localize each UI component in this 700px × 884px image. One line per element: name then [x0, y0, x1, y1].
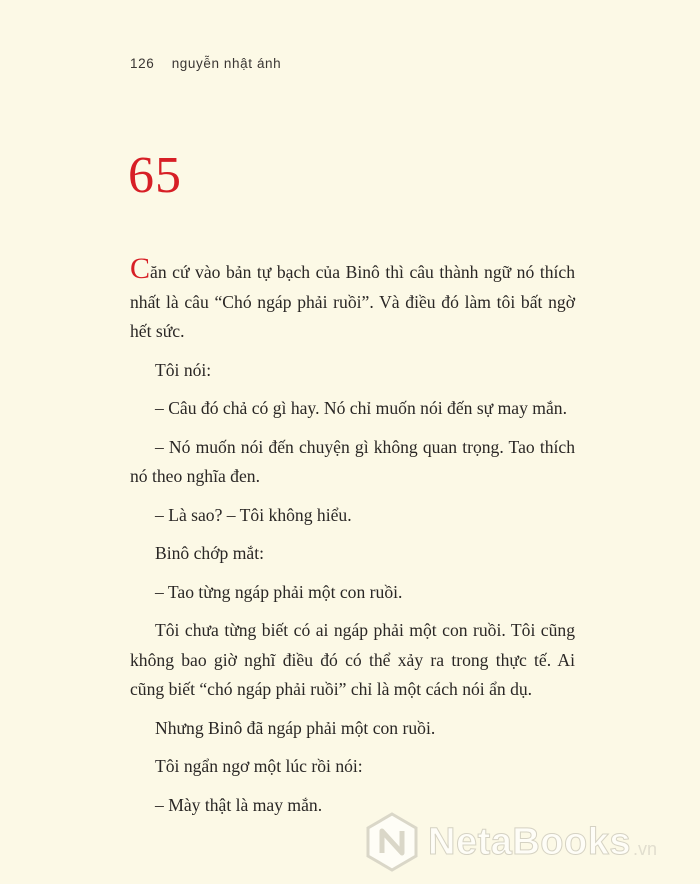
paragraph-5: – Là sao? – Tôi không hiểu.: [155, 504, 352, 525]
watermark: [364, 810, 694, 874]
drop-cap: C: [130, 252, 151, 285]
chapter-number: 65: [128, 147, 182, 204]
paragraph-11: – Mày thật là may mắn.: [155, 794, 323, 815]
paragraph-3: – Câu đó chả có gì hay. Nó chỉ muốn nói đến sự may mắn.: [155, 398, 567, 418]
chapter-body: [130, 252, 575, 829]
netabooks-logo-icon: [364, 811, 420, 873]
watermark-brand: NetaBooks: [428, 820, 631, 863]
paragraph-10: Tôi ngẩn ngơ một lúc rồi nói:: [155, 756, 363, 776]
running-header: [130, 56, 281, 71]
paragraph-9: Nhưng Binô đã ngáp phải một con ruồi.: [155, 717, 436, 738]
paragraph-1: [130, 252, 575, 347]
paragraph-text: ăn cứ vào bản tự bạch của Binô thì câu thành ngữ nó thích nhất là câu “Chó ngáp phải ruồi”. Và điều đó làm tôi bất ngờ hết sức.: [130, 262, 575, 341]
watermark-suffix: .vn: [633, 838, 658, 859]
paragraph-2: Tôi nói:: [155, 359, 212, 380]
paragraph-8: Tôi chưa từng biết có ai ngáp phải một con ruồi. Tôi cũng không bao giờ nghĩ điều đó có thể xảy ra trong thực tế. Ai cũng biết “chó ngáp phải ruồi” chỉ là một cách nói ẩn dụ.: [130, 620, 575, 699]
page-number: 126: [130, 56, 155, 71]
author-name: nguyễn nhật ánh: [171, 56, 282, 71]
paragraph-7: – Tao từng ngáp phải một con ruồi.: [155, 581, 403, 602]
paragraph-6: Binô chớp mắt:: [155, 543, 264, 563]
paragraph-4: – Nó muốn nói đến chuyện gì không quan trọng. Tao thích nó theo nghĩa đen.: [130, 436, 575, 486]
